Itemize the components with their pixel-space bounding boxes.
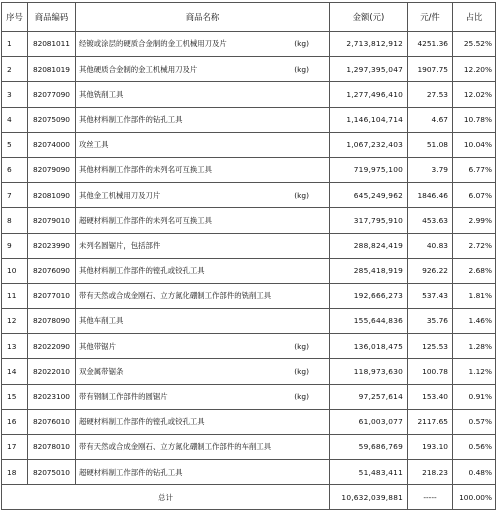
product-name-cell [76,183,330,208]
share-percent: 0.48% [453,460,496,485]
row-number: 16 [2,409,28,434]
row-number: 11 [2,283,28,308]
row-number: 14 [2,359,28,384]
share-percent: 0.56% [453,435,496,460]
product-name: 其他车削工具 [79,316,124,326]
share-percent: 1.12% [453,359,496,384]
unit-price: 100.78 [408,359,453,384]
table-row [2,208,496,233]
table-row [2,384,496,409]
product-code: 82022090 [28,334,76,359]
product-code: 82023990 [28,233,76,258]
total-price: ----- [408,485,453,510]
product-name: 带有钢制工作部件的圆锯片 [79,392,168,402]
amount: 2,713,812,912 [330,32,408,57]
header-no: 序号 [2,3,28,32]
product-name-cell [76,32,330,57]
product-name: 其他带锯片 [79,341,116,351]
export-table [1,2,496,510]
share-percent: 2.99% [453,208,496,233]
amount: 51,483,411 [330,460,408,485]
share-percent: 25.52% [453,32,496,57]
product-code: 82077090 [28,82,76,107]
product-code: 82022010 [28,359,76,384]
product-name: 双金属带锯条 [79,366,124,376]
product-name-cell [76,359,330,384]
table-row [2,107,496,132]
product-name-cell [76,435,330,460]
header-amount: 金额(元) [330,3,408,32]
amount: 645,249,962 [330,183,408,208]
amount: 1,067,232,403 [330,132,408,157]
product-name: 攻丝工具 [79,140,109,150]
amount: 1,297,395,047 [330,57,408,82]
product-code: 82075090 [28,107,76,132]
row-number: 13 [2,334,28,359]
share-percent: 10.04% [453,132,496,157]
unit-price: 193.10 [408,435,453,460]
share-percent: 0.57% [453,409,496,434]
product-code: 82076090 [28,258,76,283]
product-name: 其他硬质合金制的金工机械用刀及片 [79,64,198,74]
unit-price: 1846.46 [408,183,453,208]
product-code: 82077010 [28,283,76,308]
share-percent: 1.46% [453,309,496,334]
total-amount: 10,632,039,881 [330,485,408,510]
product-name-cell [76,460,330,485]
total-label: 总计 [2,485,330,510]
product-name: 其他材料制工作部件的未列名可互换工具 [79,165,213,175]
table-row [2,132,496,157]
share-percent: 6.07% [453,183,496,208]
share-percent: 2.72% [453,233,496,258]
amount: 1,146,104,714 [330,107,408,132]
unit-price: 537.43 [408,283,453,308]
unit-price: 3.79 [408,157,453,182]
row-number: 5 [2,132,28,157]
product-name: 超硬材料制工作部件的钻孔工具 [79,467,183,477]
unit-label: (kg) [294,392,309,402]
product-code: 82079090 [28,157,76,182]
share-percent: 12.20% [453,57,496,82]
table-row [2,334,496,359]
product-name: 带有天然或合成金刚石、立方氮化硼制工作部件的车削工具 [79,442,272,452]
header-price: 元/件 [408,3,453,32]
header-name: 商品名称 [76,3,330,32]
row-number: 8 [2,208,28,233]
row-number: 15 [2,384,28,409]
amount: 317,795,910 [330,208,408,233]
product-code: 82078010 [28,435,76,460]
product-name-cell [76,208,330,233]
product-name-cell [76,82,330,107]
amount: 192,666,273 [330,283,408,308]
table-row [2,233,496,258]
product-name: 其他材料制工作部件的钻孔工具 [79,114,183,124]
product-code: 82081019 [28,57,76,82]
row-number: 6 [2,157,28,182]
total-share: 100.00% [453,485,496,510]
table-row [2,460,496,485]
table-row [2,283,496,308]
unit-price: 27.53 [408,82,453,107]
unit-price: 153.40 [408,384,453,409]
product-code: 82023100 [28,384,76,409]
product-name: 其他铣削工具 [79,89,124,99]
row-number: 2 [2,57,28,82]
product-code: 82081090 [28,183,76,208]
row-number: 17 [2,435,28,460]
unit-price: 218.23 [408,460,453,485]
total-row [2,485,496,510]
product-name: 其他金工机械用刀及刀片 [79,190,161,200]
product-name-cell [76,309,330,334]
row-number: 7 [2,183,28,208]
product-name: 其他材料制工作部件的镗孔或铰孔工具 [79,266,205,276]
header-row [2,3,496,32]
product-name-cell [76,384,330,409]
amount: 61,003,077 [330,409,408,434]
unit-price: 40.83 [408,233,453,258]
unit-price: 51.08 [408,132,453,157]
header-code: 商品编码 [28,3,76,32]
product-code: 82074000 [28,132,76,157]
table-row [2,32,496,57]
product-name: 超硬材料制工作部件的未列名可互换工具 [79,215,213,225]
unit-label: (kg) [294,366,309,376]
unit-price: 1907.75 [408,57,453,82]
share-percent: 1.28% [453,334,496,359]
table-row [2,409,496,434]
table-row [2,57,496,82]
row-number: 4 [2,107,28,132]
table-row [2,258,496,283]
unit-label: (kg) [294,190,309,200]
unit-price: 4251.36 [408,32,453,57]
amount: 1,277,496,410 [330,82,408,107]
table-row [2,435,496,460]
product-name: 带有天然或合成金刚石、立方氮化硼制工作部件的铣削工具 [79,291,272,301]
product-code: 82076010 [28,409,76,434]
product-name: 经镀或涂层的硬质合金制的金工机械用刀及片 [79,39,227,49]
share-percent: 0.91% [453,384,496,409]
amount: 288,824,419 [330,233,408,258]
product-name-cell [76,107,330,132]
table-row [2,183,496,208]
product-name-cell [76,334,330,359]
row-number: 12 [2,309,28,334]
product-name-cell [76,409,330,434]
unit-label: (kg) [294,64,309,74]
share-percent: 10.78% [453,107,496,132]
table-row [2,359,496,384]
product-name-cell [76,233,330,258]
row-number: 1 [2,32,28,57]
row-number: 10 [2,258,28,283]
product-name-cell [76,157,330,182]
unit-label: (kg) [294,341,309,351]
product-code: 82078090 [28,309,76,334]
table-row [2,82,496,107]
amount: 118,973,630 [330,359,408,384]
product-name: 未列名圆锯片，包括部件 [79,240,161,250]
unit-price: 926.22 [408,258,453,283]
product-name-cell [76,57,330,82]
share-percent: 1.81% [453,283,496,308]
amount: 155,644,836 [330,309,408,334]
unit-price: 35.76 [408,309,453,334]
amount: 136,018,475 [330,334,408,359]
product-code: 82075010 [28,460,76,485]
unit-price: 125.53 [408,334,453,359]
unit-price: 2117.65 [408,409,453,434]
row-number: 9 [2,233,28,258]
unit-price: 453.63 [408,208,453,233]
amount: 97,257,614 [330,384,408,409]
header-share: 占比 [453,3,496,32]
table-row [2,309,496,334]
unit-price: 4.67 [408,107,453,132]
product-name-cell [76,132,330,157]
product-name-cell [76,258,330,283]
product-name-cell [76,283,330,308]
product-code: 82081011 [28,32,76,57]
amount: 285,418,919 [330,258,408,283]
row-number: 3 [2,82,28,107]
amount: 59,686,769 [330,435,408,460]
unit-label: (kg) [294,39,309,49]
table-row [2,157,496,182]
row-number: 18 [2,460,28,485]
share-percent: 2.68% [453,258,496,283]
product-code: 82079010 [28,208,76,233]
product-name: 超硬材料制工作部件的镗孔或铰孔工具 [79,417,205,427]
share-percent: 6.77% [453,157,496,182]
amount: 719,975,100 [330,157,408,182]
share-percent: 12.02% [453,82,496,107]
